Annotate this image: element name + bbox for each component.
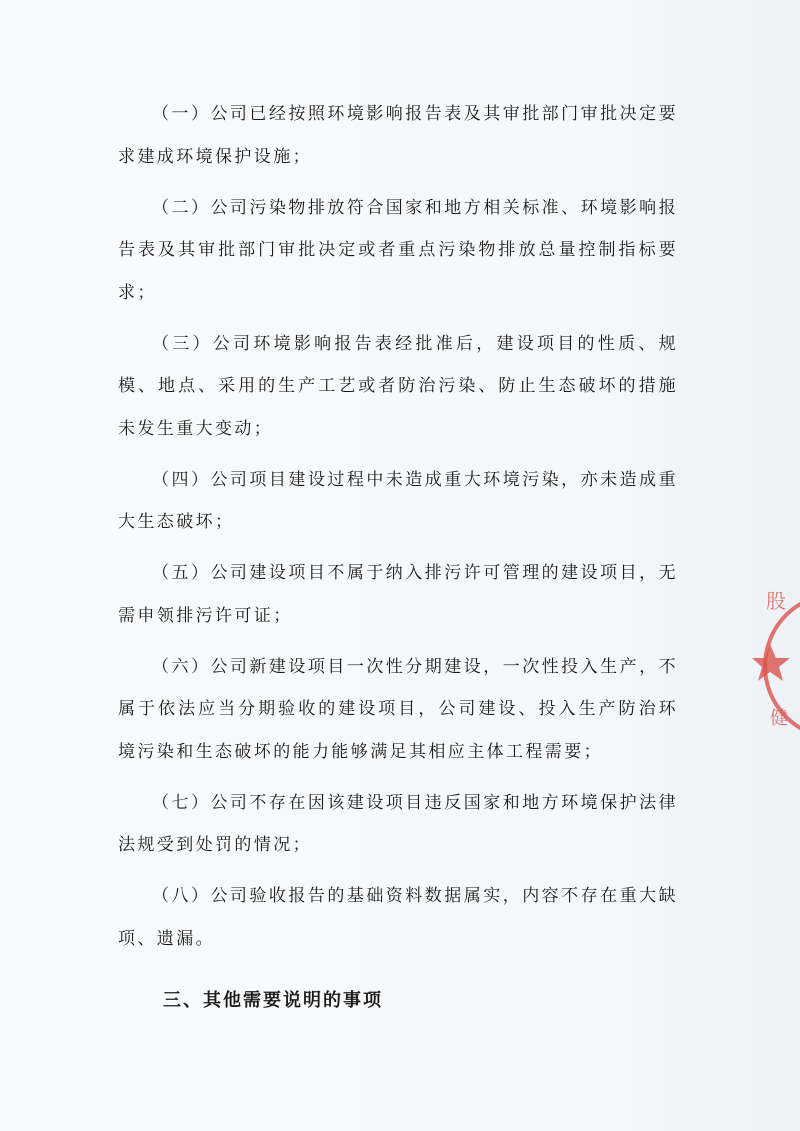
seal-char-top: 股: [766, 589, 786, 613]
paragraph-8: （八）公司验收报告的基础资料数据属实，内容不存在重大缺项、遗漏。: [118, 886, 678, 949]
paragraph-2: （二）公司污染物排放符合国家和地方相关标准、环境影响报告表及其审批部门审批决定或者重点污染物排放总量控制指标要求；: [118, 197, 678, 303]
paragraph-6: （六）公司新建设项目一次性分期建设，一次性投入生产，不属于依法应当分期验收的建设项目，公司建设、投入生产防治环境污染和生态破坏的能力能够满足其相应主体工程需要；: [118, 656, 678, 762]
seal-char-bottom: 健: [770, 708, 788, 729]
paragraph-1: （一）公司已经按照环境影响报告表及其审批部门审批决定要求建成环境保护设施；: [118, 104, 678, 167]
paragraph-7: （七）公司不存在因该建设项目违反国家和地方环境保护法律法规受到处罚的情况；: [118, 792, 678, 855]
paragraph-5: （五）公司建设项目不属于纳入排污许可管理的建设项目，无需申领排污许可证；: [118, 563, 678, 626]
company-seal: [752, 586, 800, 746]
paragraph-4: （四）公司项目建设过程中未造成重大环境污染，亦未造成重大生态破坏；: [118, 469, 678, 532]
document-body: [118, 93, 678, 969]
paragraph-3: （三）公司环境影响报告表经批准后，建设项目的性质、规模、地点、采用的生产工艺或者防治污染、防止生态破坏的措施未发生重大变动；: [118, 333, 678, 439]
seal-stamp-icon: [752, 586, 800, 746]
section-heading: 三、其他需要说明的事项: [163, 990, 383, 1011]
